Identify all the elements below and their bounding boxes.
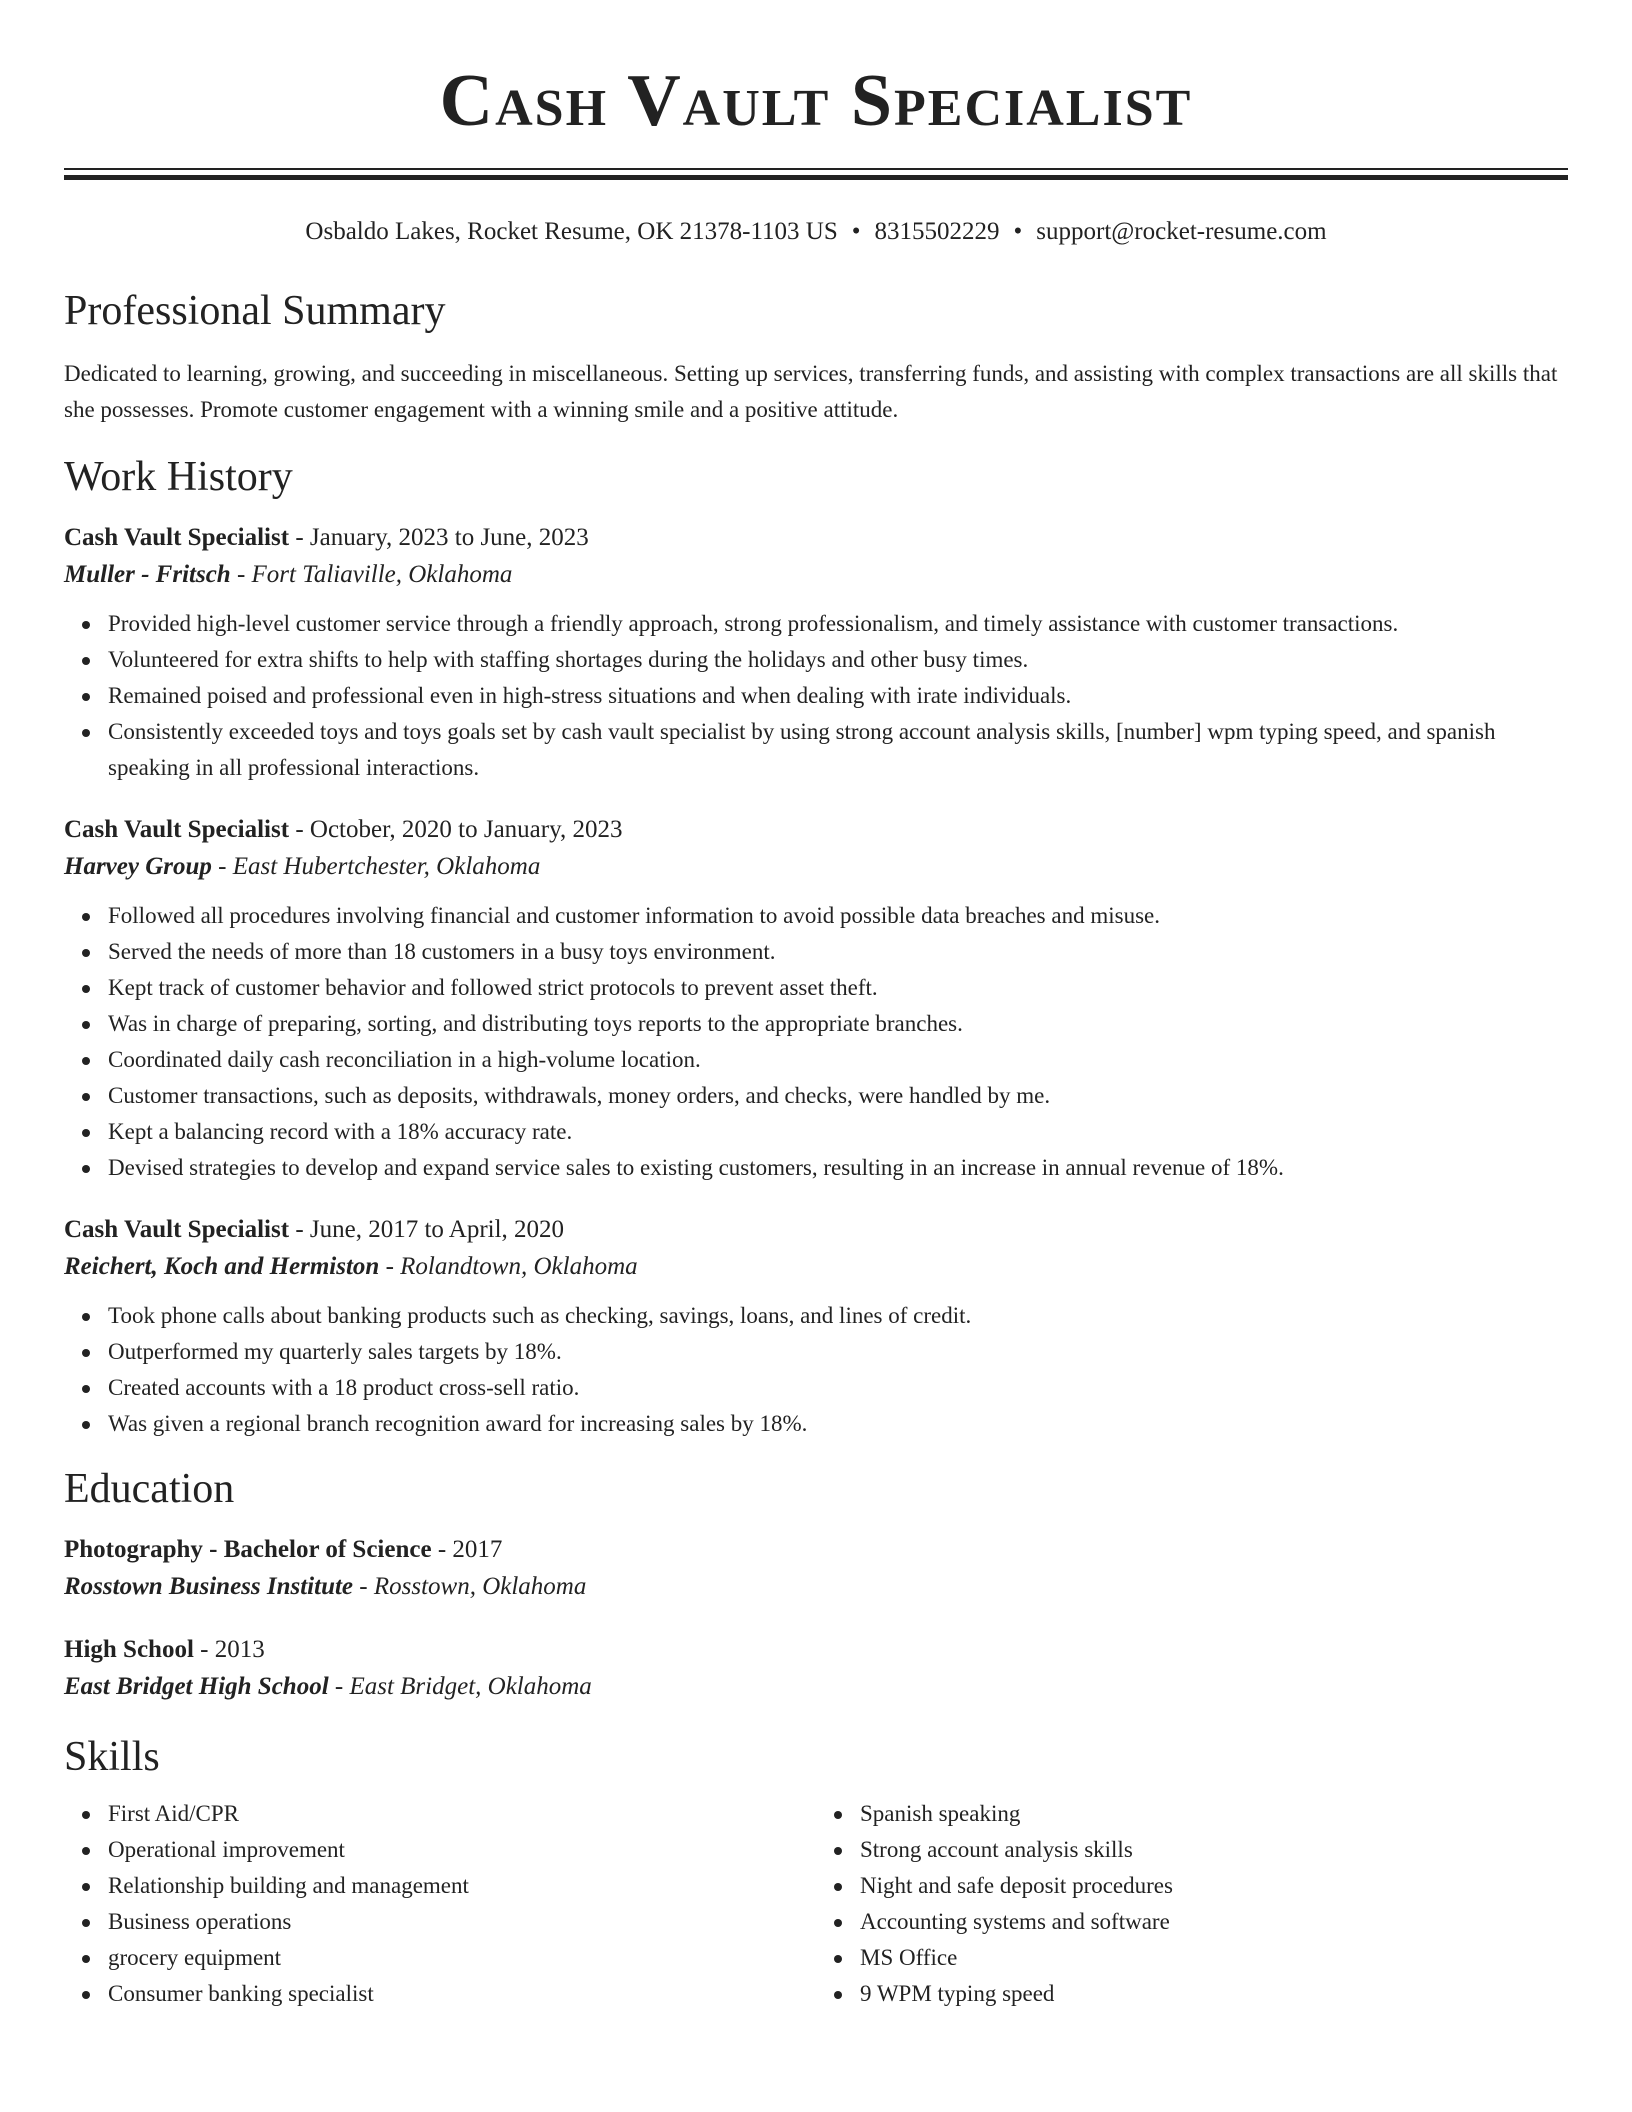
job-duty: Remained poised and professional even in high-stress situations and when dealing with irate individuals.: [108, 678, 1568, 714]
job-duty: Outperformed my quarterly sales targets by 18%.: [108, 1334, 1568, 1370]
skills-heading: Skills: [64, 1734, 160, 1780]
job-dates: - October, 2020 to January, 2023: [289, 816, 623, 843]
job-company: Muller - Fritsch: [64, 561, 231, 588]
skill-item: Business operations: [108, 1904, 816, 1940]
resume-name: Cash Vault Specialist: [439, 60, 1193, 142]
summary-text: Dedicated to learning, growing, and succeeding in miscellaneous. Setting up services, transferring funds, and assisting with complex transactions are all skills that she possesses. Promote customer engagement with a winning smile and a positive attitude.: [64, 361, 1558, 422]
contact-address: Osbaldo Lakes, Rocket Resume, OK 21378-1103 US: [305, 218, 838, 245]
education-entry: [64, 1632, 1568, 1706]
education-school: Rosstown Business Institute: [64, 1573, 354, 1600]
education-degree: High School: [64, 1636, 194, 1663]
skill-item: Strong account analysis skills: [860, 1832, 1568, 1868]
summary-heading: Professional Summary: [64, 288, 446, 334]
education-year: - 2013: [193, 1636, 265, 1663]
skill-item: MS Office: [860, 1940, 1568, 1976]
job-duty: Created accounts with a 18 product cross-sell ratio.: [108, 1370, 1568, 1406]
education-heading: Education: [64, 1466, 235, 1512]
job-company: Reichert, Koch and Hermiston: [64, 1253, 380, 1280]
skill-item: 9 WPM typing speed: [860, 1976, 1568, 2012]
job-duties: [64, 898, 1568, 1186]
job-title-line: [64, 812, 1568, 848]
job-entry: [64, 812, 1568, 1186]
education-year: - 2017: [431, 1536, 503, 1563]
contact-email: support@rocket-resume.com: [1036, 218, 1327, 245]
skills-column-right: [816, 1796, 1568, 2012]
skills-column-left: [64, 1796, 816, 2012]
job-company-line: [64, 1248, 1568, 1286]
job-company: Harvey Group: [64, 853, 212, 880]
job-company-line: [64, 556, 1568, 594]
job-location: - Fort Taliaville, Oklahoma: [230, 561, 513, 588]
header-divider: [64, 168, 1568, 180]
job-duty: Kept track of customer behavior and followed strict protocols to prevent asset theft.: [108, 970, 1568, 1006]
skill-item: Spanish speaking: [860, 1796, 1568, 1832]
job-duty: Coordinated daily cash reconciliation in a high-volume location.: [108, 1042, 1568, 1078]
education-school-line: [64, 1668, 1568, 1706]
job-duty: Took phone calls about banking products such as checking, savings, loans, and lines of credit.: [108, 1298, 1568, 1334]
job-duty: Served the needs of more than 18 customers in a busy toys environment.: [108, 934, 1568, 970]
job-duty: Provided high-level customer service through a friendly approach, strong professionalism, and timely assistance with customer transactions.: [108, 606, 1568, 642]
education-degree: Photography - Bachelor of Science: [64, 1536, 432, 1563]
job-company-line: [64, 848, 1568, 886]
education-school-line: [64, 1568, 1568, 1606]
education-location: - East Bridget, Oklahoma: [328, 1673, 592, 1700]
job-duty: Customer transactions, such as deposits, withdrawals, money orders, and checks, were handled by me.: [108, 1078, 1568, 1114]
job-dates: - January, 2023 to June, 2023: [289, 524, 589, 551]
skill-item: Operational improvement: [108, 1832, 816, 1868]
job-title: Cash Vault Specialist: [64, 816, 290, 843]
job-dates: - June, 2017 to April, 2020: [289, 1216, 565, 1243]
divider-thin-line: [64, 168, 1568, 170]
skill-item: Relationship building and management: [108, 1868, 816, 1904]
job-duties: [64, 606, 1568, 786]
skill-item: grocery equipment: [108, 1940, 816, 1976]
skill-item: First Aid/CPR: [108, 1796, 816, 1832]
contact-separator: •: [1013, 218, 1023, 245]
job-duty: Was in charge of preparing, sorting, and distributing toys reports to the appropriate branches.: [108, 1006, 1568, 1042]
contact-separator: •: [851, 218, 861, 245]
skill-item: Consumer banking specialist: [108, 1976, 816, 2012]
job-duty: Followed all procedures involving financial and customer information to avoid possible data breaches and misuse.: [108, 898, 1568, 934]
contact-phone: 8315502229: [874, 218, 1000, 245]
job-duty: Was given a regional branch recognition award for increasing sales by 18%.: [108, 1406, 1568, 1442]
education-location: - Rosstown, Oklahoma: [353, 1573, 587, 1600]
job-duties: [64, 1298, 1568, 1442]
job-duty: Consistently exceeded toys and toys goals set by cash vault specialist by using strong account analysis skills, [number] wpm typing speed, and spanish speaking in all professional interactions.: [108, 714, 1568, 786]
work-history-heading: Work History: [64, 454, 293, 500]
education-degree-line: [64, 1632, 1568, 1668]
skills-list: [64, 1796, 1568, 2012]
job-title-line: [64, 1212, 1568, 1248]
job-location: - East Hubertchester, Oklahoma: [211, 853, 541, 880]
skill-item: Accounting systems and software: [860, 1904, 1568, 1940]
education-school: East Bridget High School: [64, 1673, 329, 1700]
education-entry: [64, 1532, 1568, 1606]
job-title: Cash Vault Specialist: [64, 1216, 290, 1243]
job-entry: [64, 520, 1568, 786]
divider-thick-line: [64, 175, 1568, 180]
education-degree-line: [64, 1532, 1568, 1568]
job-title-line: [64, 520, 1568, 556]
job-title: Cash Vault Specialist: [64, 524, 290, 551]
skill-item: Night and safe deposit procedures: [860, 1868, 1568, 1904]
contact-line: [64, 216, 1568, 248]
job-duty: Devised strategies to develop and expand service sales to existing customers, resulting in an increase in annual revenue of 18%.: [108, 1150, 1568, 1186]
job-duty: Kept a balancing record with a 18% accuracy rate.: [108, 1114, 1568, 1150]
job-entry: [64, 1212, 1568, 1442]
job-duty: Volunteered for extra shifts to help with staffing shortages during the holidays and other busy times.: [108, 642, 1568, 678]
job-location: - Rolandtown, Oklahoma: [379, 1253, 638, 1280]
